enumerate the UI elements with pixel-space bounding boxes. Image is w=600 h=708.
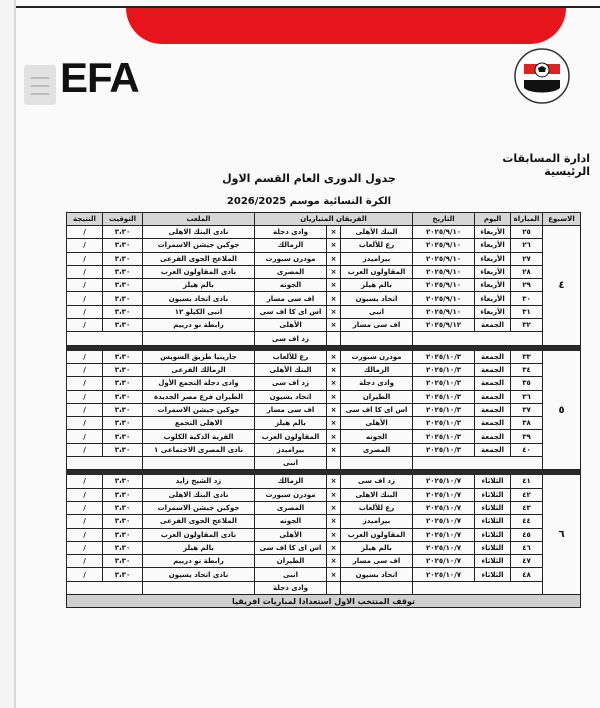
stadium-name: جوكين جيشن الاسمرات xyxy=(143,239,255,252)
home-team: بالم هيلز xyxy=(341,541,413,554)
match-date: ٢٠٢٥/١٠/٣ xyxy=(413,390,475,403)
col-day: اليوم xyxy=(475,213,511,226)
versus-mark: × xyxy=(327,390,341,403)
efa-logo: EFA xyxy=(60,54,139,101)
footer-note: توقف المنتخب الاول استعدادا لمباريات افريقيا xyxy=(67,595,581,608)
table-row xyxy=(67,226,581,239)
menu-icon[interactable] xyxy=(24,65,56,105)
match-number: ٤١ xyxy=(511,475,543,488)
stadium-name: انبى الكيلو ١٢ xyxy=(143,305,255,318)
stadium-name: الاهلى التجمع xyxy=(143,417,255,430)
versus-mark: × xyxy=(327,305,341,318)
bye-empty xyxy=(327,457,341,470)
stadium-name: وادى دجلة التجمع الأول xyxy=(143,377,255,390)
table-row xyxy=(67,541,581,554)
stadium-name: بالم هيلز xyxy=(143,541,255,554)
stadium-name: القرية الذكية الكلوب xyxy=(143,430,255,443)
home-team: مودرن سبورت xyxy=(341,350,413,363)
table-row xyxy=(67,488,581,501)
match-number: ٣٩ xyxy=(511,430,543,443)
table-row xyxy=(67,252,581,265)
table-row xyxy=(67,377,581,390)
match-date: ٢٠٢٥/١٠/٧ xyxy=(413,488,475,501)
away-team: الزمالك xyxy=(255,239,327,252)
match-number: ٤٨ xyxy=(511,568,543,581)
table-row xyxy=(67,265,581,278)
kickoff-time: ٣،٣٠ xyxy=(103,239,143,252)
match-date: ٢٠٢٥/٩/١٠ xyxy=(413,305,475,318)
match-number: ٣٤ xyxy=(511,363,543,376)
document-subtitle: الكرة النسائية موسم 2026/2025 xyxy=(226,196,392,207)
home-team: الأهلى xyxy=(341,417,413,430)
table-row xyxy=(67,403,581,416)
match-date: ٢٠٢٥/١٠/٣ xyxy=(413,443,475,456)
match-number: ٣٢ xyxy=(511,319,543,332)
match-number: ٢٩ xyxy=(511,279,543,292)
bye-empty xyxy=(413,457,543,470)
match-number: ٤٦ xyxy=(511,541,543,554)
away-team: زد اف سى xyxy=(255,377,327,390)
home-team: المقاولون العرب xyxy=(341,265,413,278)
week-number: ٥ xyxy=(543,350,581,470)
kickoff-time: ٣،٣٠ xyxy=(103,541,143,554)
away-team: الجونه xyxy=(255,515,327,528)
away-team: اس اى كا اف سى xyxy=(255,305,327,318)
kickoff-time: ٣،٣٠ xyxy=(103,292,143,305)
home-team: بيراميدز xyxy=(341,515,413,528)
stadium-name: نادى اتحاد بسيون xyxy=(143,568,255,581)
versus-mark: × xyxy=(327,430,341,443)
home-team: البنك الأهلى xyxy=(341,226,413,239)
match-result: / xyxy=(67,239,103,252)
bye-empty xyxy=(327,332,341,345)
match-result: / xyxy=(67,515,103,528)
kickoff-time: ٣،٣٠ xyxy=(103,528,143,541)
match-result: / xyxy=(67,292,103,305)
away-team: وادى دجلة xyxy=(255,226,327,239)
match-day: الجمعة xyxy=(475,319,511,332)
table-row xyxy=(67,390,581,403)
bye-empty xyxy=(67,581,143,594)
versus-mark: × xyxy=(327,239,341,252)
versus-mark: × xyxy=(327,475,341,488)
bye-empty xyxy=(341,581,413,594)
home-team: زد اف سى xyxy=(341,475,413,488)
document-page xyxy=(14,0,600,708)
match-number: ٣٣ xyxy=(511,350,543,363)
match-date: ٢٠٢٥/٩/١٠ xyxy=(413,252,475,265)
stadium-name: جوكين جيشن الاسمرات xyxy=(143,501,255,514)
away-team: اس اى كا اف سى xyxy=(255,541,327,554)
match-day: الجمعة xyxy=(475,363,511,376)
match-day: الثلاثاء xyxy=(475,515,511,528)
home-team: المقاولون العرب xyxy=(341,528,413,541)
table-header-row xyxy=(67,213,581,226)
match-day: الجمعة xyxy=(475,403,511,416)
match-result: / xyxy=(67,417,103,430)
away-team: رع للألعاب xyxy=(255,350,327,363)
stadium-name: رابطة نو درييم xyxy=(143,319,255,332)
department-label: ادارة المسابقات الرئيسية xyxy=(502,152,590,178)
match-day: الأربعاء xyxy=(475,265,511,278)
stadium-name: رابطة نو درييم xyxy=(143,555,255,568)
stadium-name: الملاعج الجوى الفرعى xyxy=(143,515,255,528)
bye-empty xyxy=(67,457,143,470)
kickoff-time: ٣،٣٠ xyxy=(103,319,143,332)
stadium-name: الزمالك الفرعى xyxy=(143,363,255,376)
footer-row xyxy=(67,595,581,608)
match-result: / xyxy=(67,390,103,403)
kickoff-time: ٣،٣٠ xyxy=(103,475,143,488)
away-team: مودرن سبورت xyxy=(255,488,327,501)
away-team: بالم هيلز xyxy=(255,417,327,430)
table-row xyxy=(67,555,581,568)
versus-mark: × xyxy=(327,501,341,514)
match-result: / xyxy=(67,305,103,318)
match-number: ٤٣ xyxy=(511,501,543,514)
kickoff-time: ٣،٣٠ xyxy=(103,417,143,430)
match-number: ٢٨ xyxy=(511,265,543,278)
match-result: / xyxy=(67,443,103,456)
away-team: الزمالك xyxy=(255,475,327,488)
versus-mark: × xyxy=(327,488,341,501)
match-result: / xyxy=(67,541,103,554)
stadium-name: نادى البنك الاهلى xyxy=(143,226,255,239)
match-date: ٢٠٢٥/١٠/٧ xyxy=(413,541,475,554)
match-result: / xyxy=(67,475,103,488)
bye-empty xyxy=(413,581,543,594)
match-number: ٣٠ xyxy=(511,292,543,305)
match-number: ٣٦ xyxy=(511,390,543,403)
home-team: اتحاد بسيون xyxy=(341,292,413,305)
table-row xyxy=(67,417,581,430)
versus-mark: × xyxy=(327,568,341,581)
stadium-name: جوكين جيشن الاسمرات xyxy=(143,403,255,416)
bye-team: وادى دجلة xyxy=(255,581,327,594)
home-team: رع للألعاب xyxy=(341,501,413,514)
versus-mark: × xyxy=(327,226,341,239)
table-row xyxy=(67,528,581,541)
bye-empty xyxy=(341,332,413,345)
match-day: الأربعاء xyxy=(475,239,511,252)
col-time: التوقيت xyxy=(103,213,143,226)
fixtures-body xyxy=(67,226,581,608)
match-number: ٣٥ xyxy=(511,377,543,390)
match-day: الجمعة xyxy=(475,377,511,390)
bye-empty xyxy=(413,332,543,345)
kickoff-time: ٣،٣٠ xyxy=(103,252,143,265)
home-team: اتحاد بسيون xyxy=(341,568,413,581)
match-number: ٣١ xyxy=(511,305,543,318)
home-team: انبى xyxy=(341,305,413,318)
match-number: ٤٤ xyxy=(511,515,543,528)
match-result: / xyxy=(67,555,103,568)
document-title: جدول الدورى العام القسم الاول xyxy=(222,172,396,185)
away-team: اتحاد بسيون xyxy=(255,390,327,403)
federation-seal-icon xyxy=(512,46,572,106)
col-stadium: الملعب xyxy=(143,213,255,226)
table-row xyxy=(67,475,581,488)
table-row xyxy=(67,305,581,318)
match-date: ٢٠٢٥/١٠/٣ xyxy=(413,377,475,390)
kickoff-time: ٣،٣٠ xyxy=(103,363,143,376)
match-date: ٢٠٢٥/١٠/٧ xyxy=(413,568,475,581)
match-date: ٢٠٢٥/٩/١٠ xyxy=(413,239,475,252)
col-match: المباراة xyxy=(511,213,543,226)
away-team: بيراميدز xyxy=(255,443,327,456)
home-team: رع للألعاب xyxy=(341,239,413,252)
versus-mark: × xyxy=(327,319,341,332)
col-result: النتيجة xyxy=(67,213,103,226)
match-result: / xyxy=(67,403,103,416)
bye-row xyxy=(67,457,581,470)
col-date: التاريخ xyxy=(413,213,475,226)
stadium-name: الطيران فرع مصر الجديدة xyxy=(143,390,255,403)
week-number: ٤ xyxy=(543,226,581,346)
away-team: مودرن سبورت xyxy=(255,252,327,265)
kickoff-time: ٣،٣٠ xyxy=(103,568,143,581)
away-team: اف سى مسار xyxy=(255,403,327,416)
kickoff-time: ٣،٣٠ xyxy=(103,390,143,403)
home-team: بالم هيلز xyxy=(341,279,413,292)
match-result: / xyxy=(67,319,103,332)
match-number: ٤٢ xyxy=(511,488,543,501)
versus-mark: × xyxy=(327,252,341,265)
match-date: ٢٠٢٥/١٠/٧ xyxy=(413,475,475,488)
away-team: الطيران xyxy=(255,555,327,568)
versus-mark: × xyxy=(327,555,341,568)
match-result: / xyxy=(67,501,103,514)
bye-empty xyxy=(143,581,255,594)
kickoff-time: ٣،٣٠ xyxy=(103,443,143,456)
home-team: البنك الاهلى xyxy=(341,488,413,501)
match-number: ٤٥ xyxy=(511,528,543,541)
match-result: / xyxy=(67,252,103,265)
home-team: الجونه xyxy=(341,430,413,443)
away-team: المقاولون العرب xyxy=(255,430,327,443)
match-date: ٢٠٢٥/٩/١٢ xyxy=(413,319,475,332)
stadium-name: بالم هيلز xyxy=(143,279,255,292)
match-day: الجمعة xyxy=(475,350,511,363)
stadium-name: جارينيا طريق السويس xyxy=(143,350,255,363)
table-row xyxy=(67,515,581,528)
col-week: الاسبوع xyxy=(543,213,581,226)
stadium-name: نادى المصرى الاجتماعى ١ xyxy=(143,443,255,456)
away-team: البنك الأهلى xyxy=(255,363,327,376)
match-day: الجمعة xyxy=(475,417,511,430)
match-day: الجمعة xyxy=(475,443,511,456)
kickoff-time: ٣،٣٠ xyxy=(103,430,143,443)
versus-mark: × xyxy=(327,363,341,376)
versus-mark: × xyxy=(327,443,341,456)
stadium-name: نادى اتحاد بسيون xyxy=(143,292,255,305)
kickoff-time: ٣،٣٠ xyxy=(103,488,143,501)
kickoff-time: ٣،٣٠ xyxy=(103,350,143,363)
home-team: الطيران xyxy=(341,390,413,403)
versus-mark: × xyxy=(327,515,341,528)
away-team: الأهلى xyxy=(255,528,327,541)
bye-empty xyxy=(327,581,341,594)
match-date: ٢٠٢٥/١٠/٧ xyxy=(413,528,475,541)
home-team: وادى دجلة xyxy=(341,377,413,390)
versus-mark: × xyxy=(327,265,341,278)
stadium-name: نادى البنك الاهلى xyxy=(143,488,255,501)
versus-mark: × xyxy=(327,292,341,305)
match-number: ٤٠ xyxy=(511,443,543,456)
match-day: الجمعة xyxy=(475,390,511,403)
match-number: ٣٧ xyxy=(511,403,543,416)
match-day: الأربعاء xyxy=(475,305,511,318)
match-date: ٢٠٢٥/١٠/٣ xyxy=(413,417,475,430)
match-day: الجمعة xyxy=(475,430,511,443)
match-number: ٤٧ xyxy=(511,555,543,568)
match-day: الثلاثاء xyxy=(475,501,511,514)
col-teams: الفريقان المتباريان xyxy=(255,213,413,226)
match-date: ٢٠٢٥/١٠/٣ xyxy=(413,403,475,416)
stadium-name: زد الشيخ زايد xyxy=(143,475,255,488)
bye-team: انبى xyxy=(255,457,327,470)
match-number: ٢٧ xyxy=(511,252,543,265)
match-day: الثلاثاء xyxy=(475,475,511,488)
table-row xyxy=(67,350,581,363)
table-row xyxy=(67,292,581,305)
match-date: ٢٠٢٥/١٠/٧ xyxy=(413,555,475,568)
match-result: / xyxy=(67,568,103,581)
kickoff-time: ٣،٣٠ xyxy=(103,501,143,514)
match-day: الثلاثاء xyxy=(475,568,511,581)
match-result: / xyxy=(67,350,103,363)
away-team: المصرى xyxy=(255,265,327,278)
kickoff-time: ٣،٣٠ xyxy=(103,377,143,390)
versus-mark: × xyxy=(327,417,341,430)
match-date: ٢٠٢٥/٩/١٠ xyxy=(413,226,475,239)
kickoff-time: ٣،٣٠ xyxy=(103,515,143,528)
versus-mark: × xyxy=(327,403,341,416)
versus-mark: × xyxy=(327,350,341,363)
table-row xyxy=(67,319,581,332)
home-team: اف سى مسار xyxy=(341,319,413,332)
home-team: اس اى كا اف سى xyxy=(341,403,413,416)
match-date: ٢٠٢٥/١٠/٣ xyxy=(413,430,475,443)
kickoff-time: ٣،٣٠ xyxy=(103,555,143,568)
match-day: الأربعاء xyxy=(475,292,511,305)
table-row xyxy=(67,568,581,581)
match-date: ٢٠٢٥/٩/١٠ xyxy=(413,279,475,292)
match-result: / xyxy=(67,528,103,541)
bye-row xyxy=(67,581,581,594)
match-number: ٢٥ xyxy=(511,226,543,239)
red-header-band xyxy=(126,8,566,44)
fixtures-table xyxy=(66,212,581,608)
kickoff-time: ٣،٣٠ xyxy=(103,279,143,292)
stadium-name: نادى المقاولون العرب xyxy=(143,265,255,278)
bye-row xyxy=(67,332,581,345)
versus-mark: × xyxy=(327,528,341,541)
bye-empty xyxy=(67,332,143,345)
match-result: / xyxy=(67,488,103,501)
match-number: ٢٦ xyxy=(511,239,543,252)
kickoff-time: ٣،٣٠ xyxy=(103,305,143,318)
week-number: ٦ xyxy=(543,475,581,595)
match-result: / xyxy=(67,430,103,443)
kickoff-time: ٣،٣٠ xyxy=(103,265,143,278)
table-row xyxy=(67,501,581,514)
versus-mark: × xyxy=(327,279,341,292)
match-day: الثلاثاء xyxy=(475,488,511,501)
stadium-name: نادى المقاولون العرب xyxy=(143,528,255,541)
away-team: الجونه xyxy=(255,279,327,292)
bye-team: زد اف سى xyxy=(255,332,327,345)
home-team: المصرى xyxy=(341,443,413,456)
match-date: ٢٠٢٥/١٠/٣ xyxy=(413,350,475,363)
match-day: الأربعاء xyxy=(475,226,511,239)
table-row xyxy=(67,363,581,376)
match-result: / xyxy=(67,279,103,292)
match-day: الثلاثاء xyxy=(475,528,511,541)
table-row xyxy=(67,279,581,292)
kickoff-time: ٣،٣٠ xyxy=(103,226,143,239)
match-result: / xyxy=(67,265,103,278)
table-row xyxy=(67,443,581,456)
match-date: ٢٠٢٥/١٠/٧ xyxy=(413,515,475,528)
home-team: بيراميدز xyxy=(341,252,413,265)
match-result: / xyxy=(67,363,103,376)
match-day: الثلاثاء xyxy=(475,555,511,568)
versus-mark: × xyxy=(327,541,341,554)
away-team: المصرى xyxy=(255,501,327,514)
table-row xyxy=(67,239,581,252)
table-row xyxy=(67,430,581,443)
match-date: ٢٠٢٥/٩/١٠ xyxy=(413,292,475,305)
stadium-name: الملاعج الجوى الفرعى xyxy=(143,252,255,265)
match-day: الثلاثاء xyxy=(475,541,511,554)
away-team: الأهلى xyxy=(255,319,327,332)
match-date: ٢٠٢٥/١٠/٧ xyxy=(413,501,475,514)
match-date: ٢٠٢٥/٩/١٠ xyxy=(413,265,475,278)
match-result: / xyxy=(67,226,103,239)
bye-empty xyxy=(143,332,255,345)
bye-empty xyxy=(341,457,413,470)
match-day: الأربعاء xyxy=(475,279,511,292)
match-result: / xyxy=(67,377,103,390)
away-team: انبى xyxy=(255,568,327,581)
home-team: الزمالك xyxy=(341,363,413,376)
match-day: الأربعاء xyxy=(475,252,511,265)
kickoff-time: ٣،٣٠ xyxy=(103,403,143,416)
match-date: ٢٠٢٥/١٠/٣ xyxy=(413,363,475,376)
bye-empty xyxy=(143,457,255,470)
match-number: ٣٨ xyxy=(511,417,543,430)
versus-mark: × xyxy=(327,377,341,390)
home-team: اف سى مسار xyxy=(341,555,413,568)
away-team: اف سى مسار xyxy=(255,292,327,305)
